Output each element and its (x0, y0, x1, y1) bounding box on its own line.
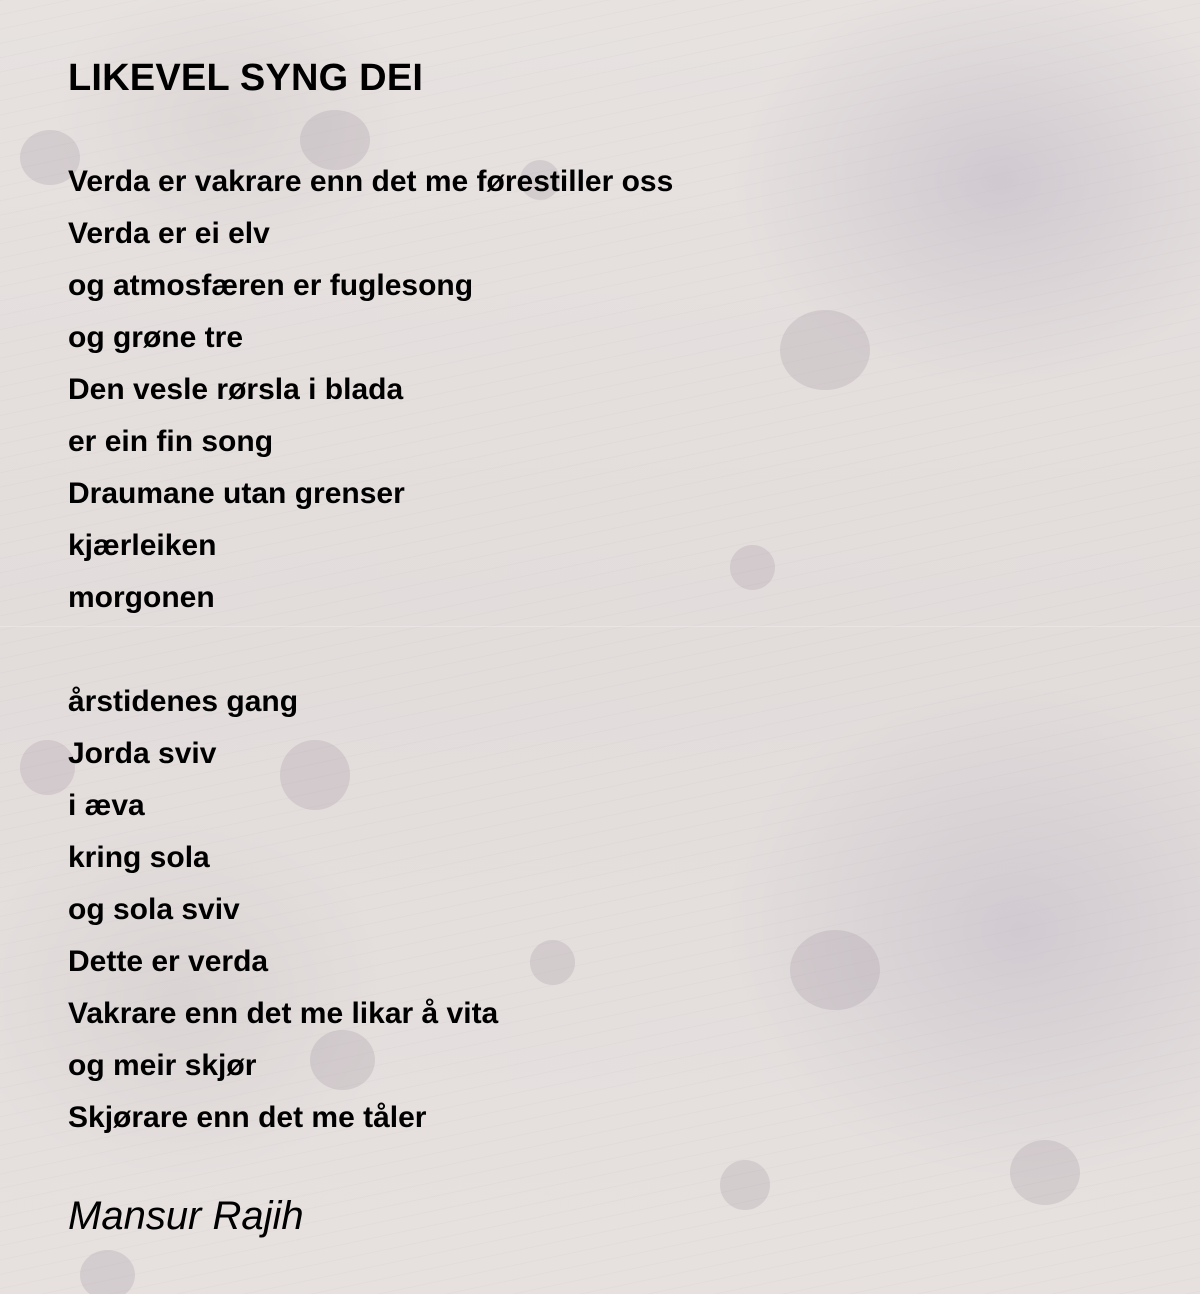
poem-line: og grøne tre (68, 321, 244, 354)
poem-line: Skjørare enn det me tåler (68, 1101, 427, 1134)
stanza-1 (68, 156, 673, 624)
ink-splatter (780, 310, 870, 390)
poem-line: i æva (68, 789, 145, 822)
ink-splatter (720, 1160, 770, 1210)
poem-line: kjærleiken (68, 529, 217, 562)
poem-line: og meir skjør (68, 1049, 257, 1082)
ink-splatter (80, 1250, 135, 1294)
poem-line: Vakrare enn det me likar å vita (68, 997, 499, 1030)
poem-line: Jorda sviv (68, 737, 217, 770)
ink-splatter (730, 545, 775, 590)
poem-title: LIKEVEL SYNG DEI (68, 57, 424, 99)
ink-splatter (790, 930, 880, 1010)
ink-splatter (1010, 1140, 1080, 1205)
poem-line: Verda er vakrare enn det me førestiller oss (68, 165, 674, 198)
poem-line: Dette er verda (68, 945, 269, 978)
poem-line: Draumane utan grenser (68, 477, 405, 510)
poem-line: Verda er ei elv (68, 217, 270, 250)
poem-line: og sola sviv (68, 893, 240, 926)
poem-line: morgonen (68, 581, 215, 614)
stanza-2 (68, 676, 673, 1144)
poem-line: er ein fin song (68, 425, 274, 458)
poem-line: Den vesle rørsla i blada (68, 373, 404, 406)
poem-author: Mansur Rajih (68, 1194, 304, 1238)
poem-line: kring sola (68, 841, 210, 874)
ink-splatter (20, 740, 75, 795)
poem-line: og atmosfæren er fuglesong (68, 269, 474, 302)
poem-line: årstidenes gang (68, 685, 299, 718)
poem-body (68, 156, 673, 1196)
